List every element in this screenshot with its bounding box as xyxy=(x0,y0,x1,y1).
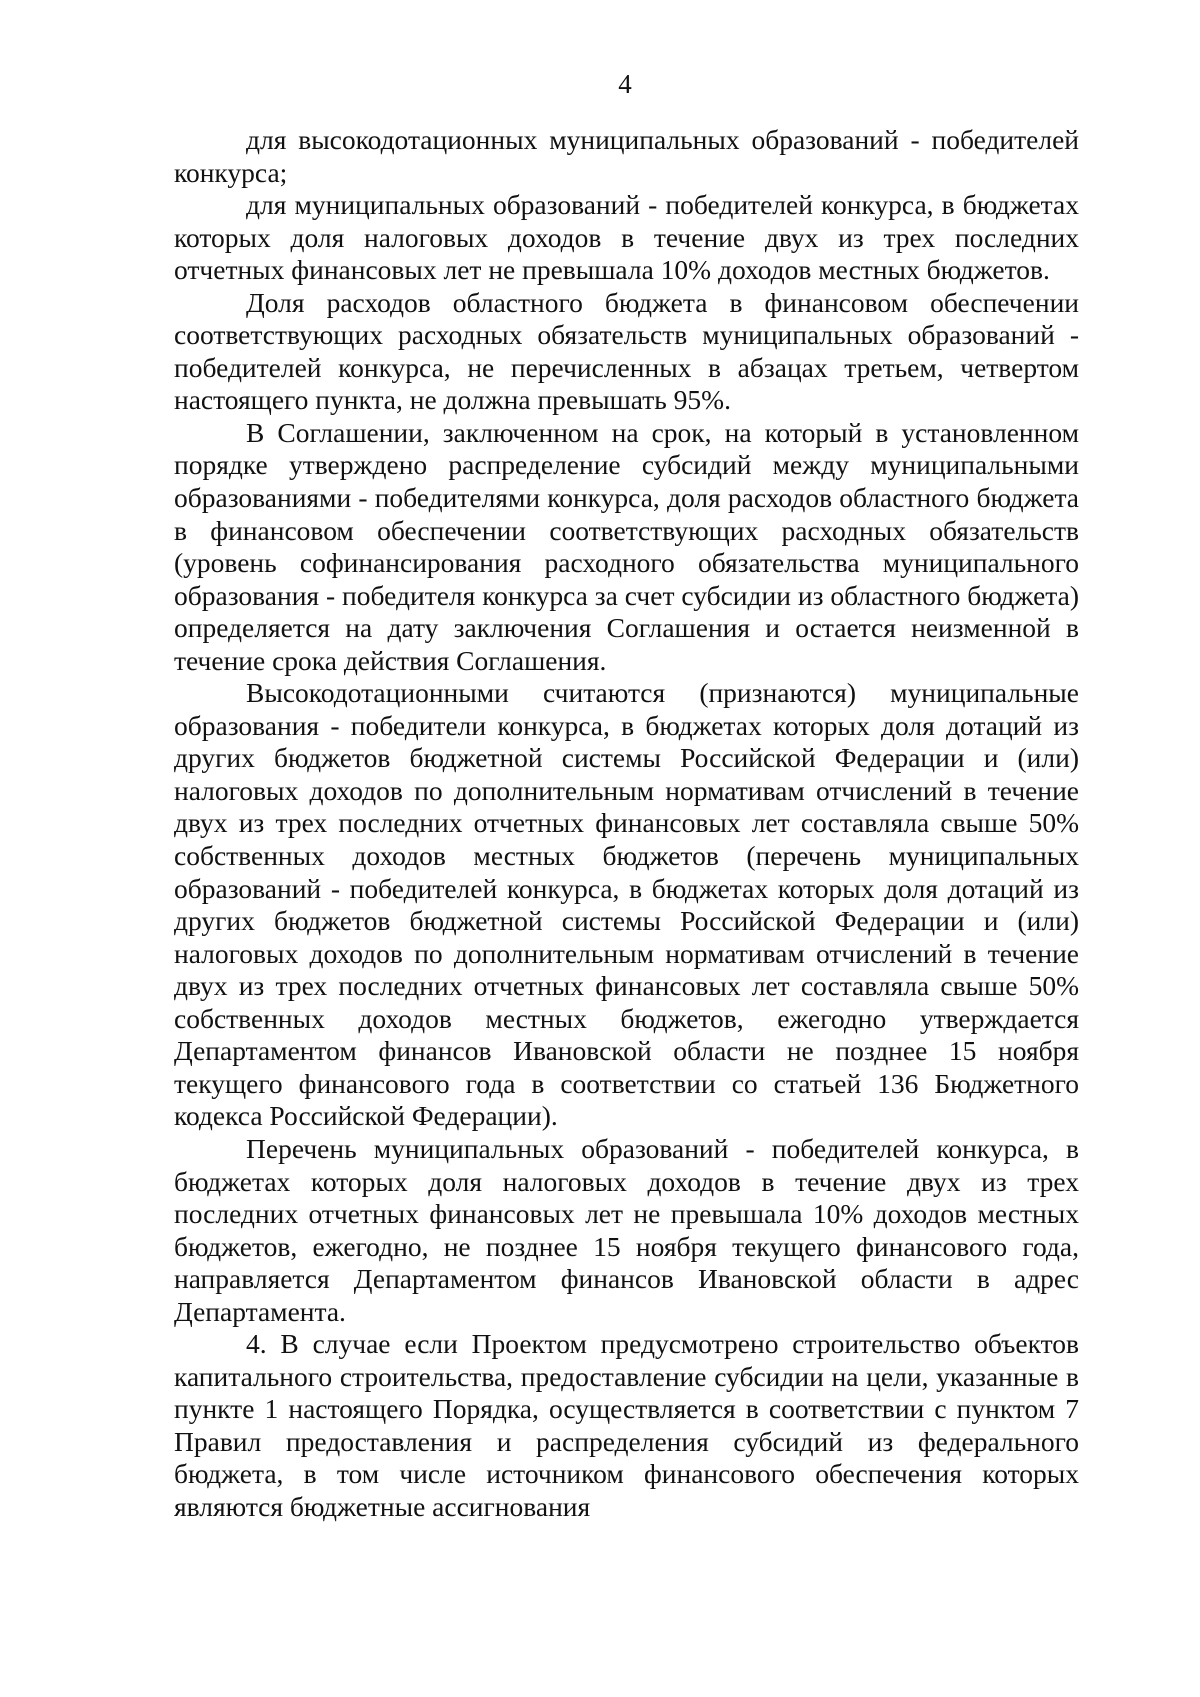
paragraph: Высокодотационными считаются (признаются) муниципальные образования - победители конкурса, в бюджетах которых доля дотаций из других бюджетов бюджетной системы Российской Федерации и (или) налоговых доходов по дополнительным нормативам отчислений в течение двух из трех последних отчетных финансовых лет составляла свыше 50% собственных доходов местных бюджетов (перечень муниципальных образований - победителей конкурса, в бюджетах которых доля дотаций из других бюджетов бюджетной системы Российской Федерации и (или) налоговых доходов по дополнительным нормативам отчислений в течение двух из трех последних отчетных финансовых лет составляла свыше 50% собственных доходов местных бюджетов, ежегодно утверждается Департаментом финансов Ивановской области не позднее 15 ноября текущего финансового года в соответствии со статьей 136 Бюджетного кодекса Российской Федерации). xyxy=(174,677,1079,1132)
paragraph: для муниципальных образований - победителей конкурса, в бюджетах которых доля налоговых доходов в течение двух из трех последних отчетных финансовых лет не превышала 10% доходов местных бюджетов. xyxy=(174,189,1079,286)
paragraph: для высокодотационных муниципальных образований - победителей конкурса; xyxy=(174,124,1079,188)
paragraph: Перечень муниципальных образований - победителей конкурса, в бюджетах которых доля налоговых доходов в течение двух из трех последних отчетных финансовых лет не превышала 10% доходов местных бюджетов, ежегодно, не позднее 15 ноября текущего финансового года, направляется Департаментом финансов Ивановской области в адрес Департамента. xyxy=(174,1132,1079,1327)
paragraph: В Соглашении, заключенном на срок, на который в установленном порядке утверждено распределение субсидий между муниципальными образованиями - победителями конкурса, доля расходов областного бюджета в финансовом обеспечении соответствующих расходных обязательств (уровень софинансирования расходного обязательства муниципального образования - победителя конкурса за счет субсидии из областного бюджета) определяется на дату заключения Соглашения и остается неизменной в течение срока действия Соглашения. xyxy=(174,416,1079,676)
page-number: 4 xyxy=(618,69,632,99)
paragraph: Доля расходов областного бюджета в финансовом обеспечении соответствующих расходных обязательств муниципальных образований - победителей конкурса, не перечисленных в абзацах третьем, четвертом настоящего пункта, не должна превышать 95%. xyxy=(174,286,1079,416)
paragraph: 4. В случае если Проектом предусмотрено строительство объектов капитального строительства, предоставление субсидии на цели, указанные в пункте 1 настоящего Порядка, осуществляется в соответствии с пунктом 7 Правил предоставления и распределения субсидий из федерального бюджета, в том числе источником финансового обеспечения которых являются бюджетные ассигнования xyxy=(174,1328,1079,1522)
document-body xyxy=(174,124,1079,1524)
